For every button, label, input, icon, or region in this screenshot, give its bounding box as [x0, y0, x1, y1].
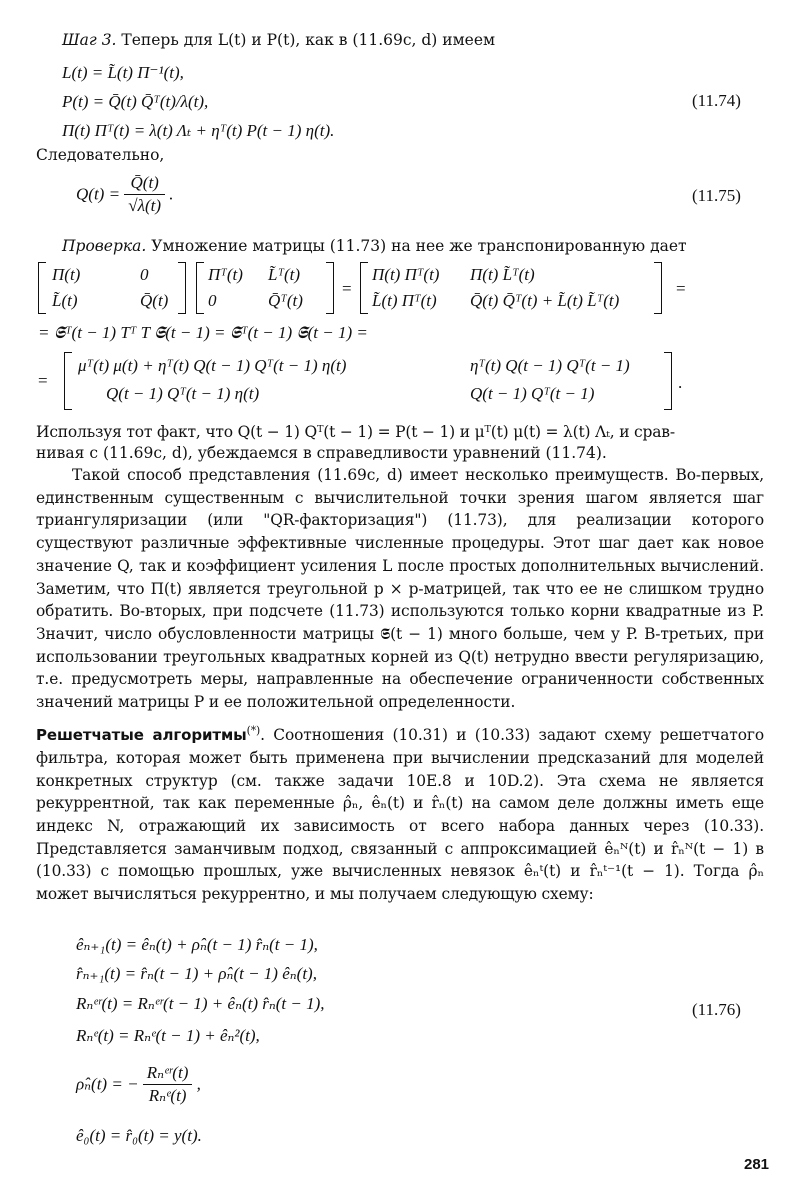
eq-11-76-line5-tail: , — [196, 1074, 201, 1094]
using-fact-line2: нивая с (11.69c, d), убеждаемся в справедливости уравнений (11.74). — [36, 444, 607, 462]
lattice-heading: Решетчатые алгоритмы — [36, 726, 247, 745]
eq-11-75-denominator: √λ(t) — [128, 196, 162, 215]
m4-a11: μᵀ(t) μ(t) + ηᵀ(t) Q(t − 1) Qᵀ(t − 1) η(t) — [78, 356, 347, 375]
eq-11-74-line2: P(t) = Q̄(t) Q̄ᵀ(t)/λ(t), — [62, 92, 209, 111]
eq-11-76-line6: ê₀(t) = r̂₀(t) = y(t). — [76, 1126, 202, 1145]
eq-11-76-line5-lhs: ρ̂ₙ(t) = − — [76, 1074, 139, 1094]
paragraph-lattice — [36, 720, 764, 906]
eq-11-76-line1: êₙ₊₁(t) = êₙ(t) + ρ̂ₙ(t − 1) r̂ₙ(t − 1), — [76, 935, 318, 954]
check-text: Умножение матрицы (11.73) на нее же транспонированную дает — [151, 237, 687, 255]
check-label: Проверка. — [62, 237, 147, 255]
m2-a12: L̃ᵀ(t) — [268, 265, 301, 284]
check-line — [62, 236, 687, 257]
m3-a21: L̃(t) Πᵀ(t) — [372, 291, 437, 310]
m2-a21: 0 — [208, 291, 217, 310]
eq-11-75-numerator: Q̄(t) — [124, 172, 165, 195]
eq-11-76-line5-num: Rₙᵉʳ(t) — [143, 1062, 193, 1085]
step3-intro-line — [62, 30, 495, 51]
eq-11-75-number: (11.75) — [692, 186, 741, 205]
eq-11-74-line1: L(t) = L̃(t) Π⁻¹(t), — [62, 63, 184, 82]
m1-a22: Q̄(t) — [140, 291, 169, 310]
m3-a11: Π(t) Πᵀ(t) — [372, 265, 440, 284]
m1-a21: L̃(t) — [52, 291, 78, 310]
paragraph-advantages: Такой способ представления (11.69c, d) имеет несколько преимуществ. Во-первых, единственным существенным с вычислительной точки зрения шагом является шаг триангуляризации (или "QR-факторизация") (11.73), для реализации которого существуют различные эффективные численные процедуры. Этот шаг дает как новое значение Q, так и коэффициент усиления L после простых дополнительных вычислений. Заметим, что Π(t) является треугольной p × p-матрицей, так что ее не слишком трудно обратить. Во-вторых, при подсчете (11.73) используются только корни квадратные из P. Значит, число обусловленности матрицы 𝕾(t − 1) много больше, чем у P. В-третьих, при использовании треугольных квадратных корней из Q(t) нетрудно ввести регуляризацию, т.е. предусмотреть меры, направленные на обеспечение ограниченности собственных значений матрицы P и ее положительной определенности. — [36, 466, 764, 712]
eq-11-76-line2: r̂ₙ₊₁(t) = r̂ₙ(t − 1) + ρ̂ₙ(t − 1) êₙ(t), — [76, 964, 317, 983]
m1-a11: Π(t) — [52, 265, 81, 284]
matrix-equals-2: = — [676, 279, 686, 298]
eq-11-74-line3: Π(t) Πᵀ(t) = λ(t) Λₜ + ηᵀ(t) P(t − 1) η(t). — [62, 121, 335, 140]
using-fact-line1: Используя тот факт, что Q(t − 1) Qᵀ(t − 1) = P(t − 1) и μᵀ(t) μ(t) = λ(t) Λₜ, и срав- — [36, 423, 675, 441]
lattice-text: . Соотношения (10.31) и (10.33) задают схему решетчатого фильтра, которая может быть применена при вычислении предсказаний для моделей конкретных структур (см. также задачи 10E.8 и 10D.2). Эта схема не является рекуррентной, так как переменные ρ̂ₙ, êₙ(t) и r̂ₙ(t) на самом деле должны иметь еще индекс N, отражающий их зависимость от всего набора данных через (10.33). Представляется заманчивым подход, связанный с аппроксимацией êₙᴺ(t) и r̂ₙᴺ(t − 1) в (10.33) с помощью прошлых, уже вычисленных невязок êₙᵗ(t) и r̂ₙᵗ⁻¹(t − 1). Тогда ρ̂ₙ может вычисляться рекуррентно, и мы получаем следующую схему: — [36, 726, 764, 904]
eq-11-76-line5-den: Rₙᵉ(t) — [148, 1086, 187, 1105]
m3-a22: Q̄(t) Q̄ᵀ(t) + L̃(t) L̃ᵀ(t) — [470, 291, 620, 310]
eq-11-75 — [76, 172, 174, 217]
page-number: 281 — [744, 1156, 770, 1173]
step3-intro-text: Теперь для L(t) и P(t), как в (11.69c, d) имеем — [121, 31, 496, 49]
eq-11-76-line5-fraction — [143, 1062, 193, 1107]
m2-a11: Πᵀ(t) — [208, 265, 243, 284]
matrix-equals-1: = — [342, 279, 352, 298]
eq-11-76-line5 — [76, 1062, 201, 1107]
therefore-text: Следовательно, — [36, 146, 165, 164]
eq-11-75-tail: . — [169, 184, 174, 204]
m1-a12: 0 — [140, 265, 149, 284]
matrix-line2: = 𝕾ᵀ(t − 1) Tᵀ T 𝕾(t − 1) = 𝕾ᵀ(t − 1) 𝕾(t − 1) = — [38, 323, 368, 342]
matrix-line3-suffix: . — [678, 373, 683, 392]
eq-11-76-line4: Rₙᵉ(t) = Rₙᵉ(t − 1) + êₙ²(t), — [76, 1026, 260, 1045]
eq-11-76-number: (11.76) — [692, 1000, 741, 1019]
step3-label: Шаг 3. — [62, 31, 117, 49]
eq-11-74-number: (11.74) — [692, 91, 741, 110]
m2-a22: Q̄ᵀ(t) — [268, 291, 303, 310]
m3-a12: Π(t) L̃ᵀ(t) — [470, 265, 535, 284]
eq-11-75-lhs: Q(t) = — [76, 184, 121, 204]
m4-a22: Q(t − 1) Qᵀ(t − 1) — [470, 384, 595, 403]
m4-a12: ηᵀ(t) Q(t − 1) Qᵀ(t − 1) — [470, 356, 630, 375]
matrix-line3-prefix: = — [38, 371, 48, 390]
eq-11-76-line3: Rₙᵉʳ(t) = Rₙᵉʳ(t − 1) + êₙ(t) r̂ₙ(t − 1), — [76, 994, 325, 1013]
eq-11-75-fraction — [124, 172, 165, 217]
lattice-star: (*) — [246, 724, 261, 737]
m4-a21: Q(t − 1) Qᵀ(t − 1) η(t) — [106, 384, 260, 403]
